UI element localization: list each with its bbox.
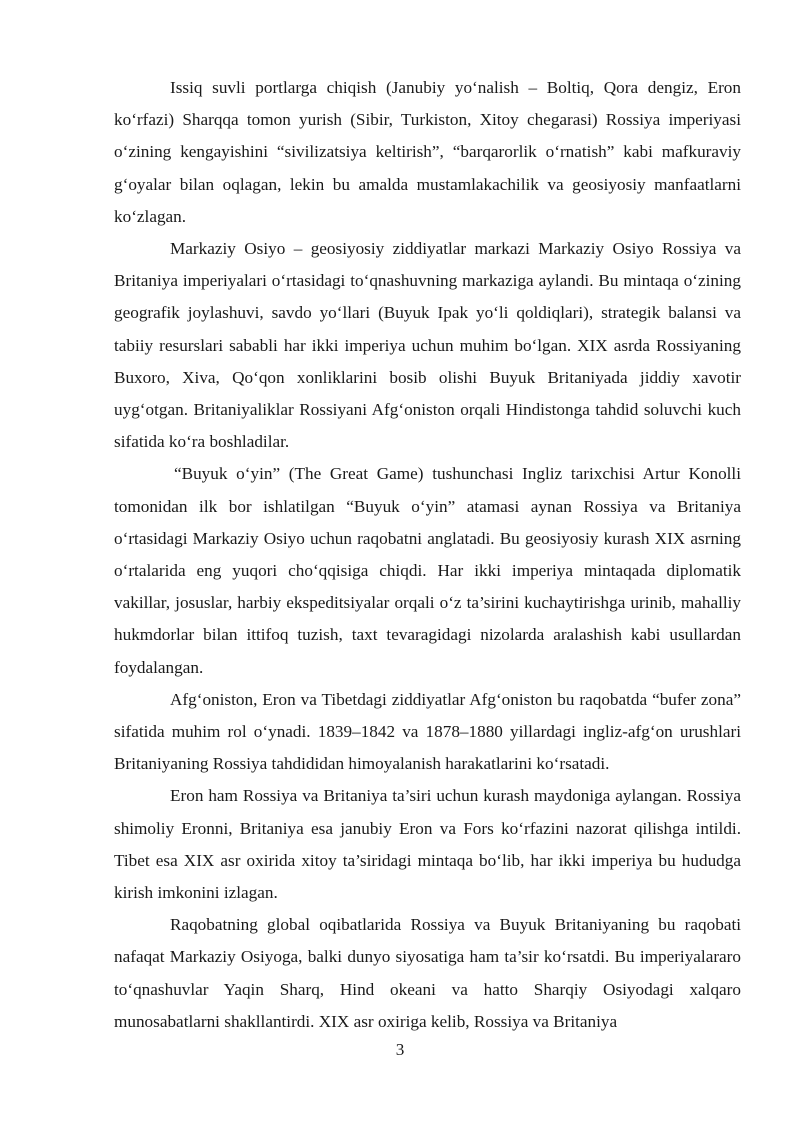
paragraph-global-consequences: Raqobatning global oqibatlarida Rossiya va Buyuk Britaniyaning bu raqobati nafaqat Markaziy Osiyoga, balki dunyo siyosatiga ham ta’sir ko‘rsatdi. Bu imperiyalararo to‘qnashuvlar Yaqin Sharq, Hind okeani va hatto Sharqiy Osiyodagi xalqaro munosabatlarni shakllantirdi. XIX asr oxiriga kelib, Rossiya va Britaniya bbox=[114, 915, 741, 1031]
paragraph-great-game: “Buyuk o‘yin” (The Great Game) tushunchasi Ingliz tarixchisi Artur Konolli tomonidan ilk bor ishlatilgan “Buyuk o‘yin” atamasi aynan Rossiya va Britaniya o‘rtasidagi Markaziy Osiyo uchun raqobatni anglatadi. Bu geosiyosiy kurash XIX asrning o‘rtalarida eng yuqori cho‘qqisiga chiqdi. Har ikki imperiya mintaqada diplomatik vakillar, josuslar, harbiy ekspeditsiyalar orqali o‘z ta’sirini kuchaytirishga urinib, mahalliy hukmdorlar bilan ittifoq tuzish, taxt tevaragidagi nizolarda aralashish kabi usullardan foydalangan. bbox=[114, 464, 741, 677]
page-number: 3 bbox=[395, 1040, 405, 1059]
page-body bbox=[114, 72, 741, 1038]
paragraph-warm-water-ports: Issiq suvli portlarga chiqish (Janubiy yo‘nalish – Boltiq, Qora dengiz, Eron ko‘rfazi) Sharqqa tomon yurish (Sibir, Turkiston, Xitoy chegarasi) Rossiya imperiyasi o‘zining kengayishini “sivilizatsiya keltirish”, “barqarorlik o‘rnatish” kabi mafkuraviy g‘oyalar bilan oqlagan, lekin bu amalda mustamlakachilik va geosiyosiy manfaatlarni ko‘zlagan. bbox=[114, 78, 741, 226]
paragraph-central-asia: Markaziy Osiyo – geosiyosiy ziddiyatlar markazi Markaziy Osiyo Rossiya va Britaniya imperiyalari o‘rtasidagi to‘qnashuvning markaziga aylandi. Bu mintaqa o‘zining geografik joylashuvi, savdo yo‘llari (Buyuk Ipak yo‘li qoldiqlari), strategik balansi va tabiiy resurslari sababli har ikki imperiya uchun muhim bo‘lgan. XIX asrda Rossiyaning Buxoro, Xiva, Qo‘qon xonliklarini bosib olishi Buyuk Britaniyada jiddiy xavotir uyg‘otgan. Britaniyaliklar Rossiyani Afg‘oniston orqali Hindistonga tahdid soluvchi kuch sifatida ko‘ra boshladilar. bbox=[114, 239, 741, 452]
paragraph-iran-tibet: Eron ham Rossiya va Britaniya ta’siri uchun kurash maydoniga aylangan. Rossiya shimoliy Eronni, Britaniya esa janubiy Eron va Fors ko‘rfazini nazorat qilishga intildi. Tibet esa XIX asr oxirida xitoy ta’siridagi mintaqa bo‘lib, har ikki imperiya bu hududga kirish imkonini izlagan. bbox=[114, 786, 741, 903]
paragraph-afghanistan: Afg‘oniston, Eron va Tibetdagi ziddiyatlar Afg‘oniston bu raqobatda “bufer zona” sifatida muhim rol o‘ynadi. 1839–1842 va 1878–1880 yillardagi ingliz-afg‘on urushlari Britaniyaning Rossiya tahdididan himoyalanish harakatlarini ko‘rsatadi. bbox=[114, 689, 741, 774]
